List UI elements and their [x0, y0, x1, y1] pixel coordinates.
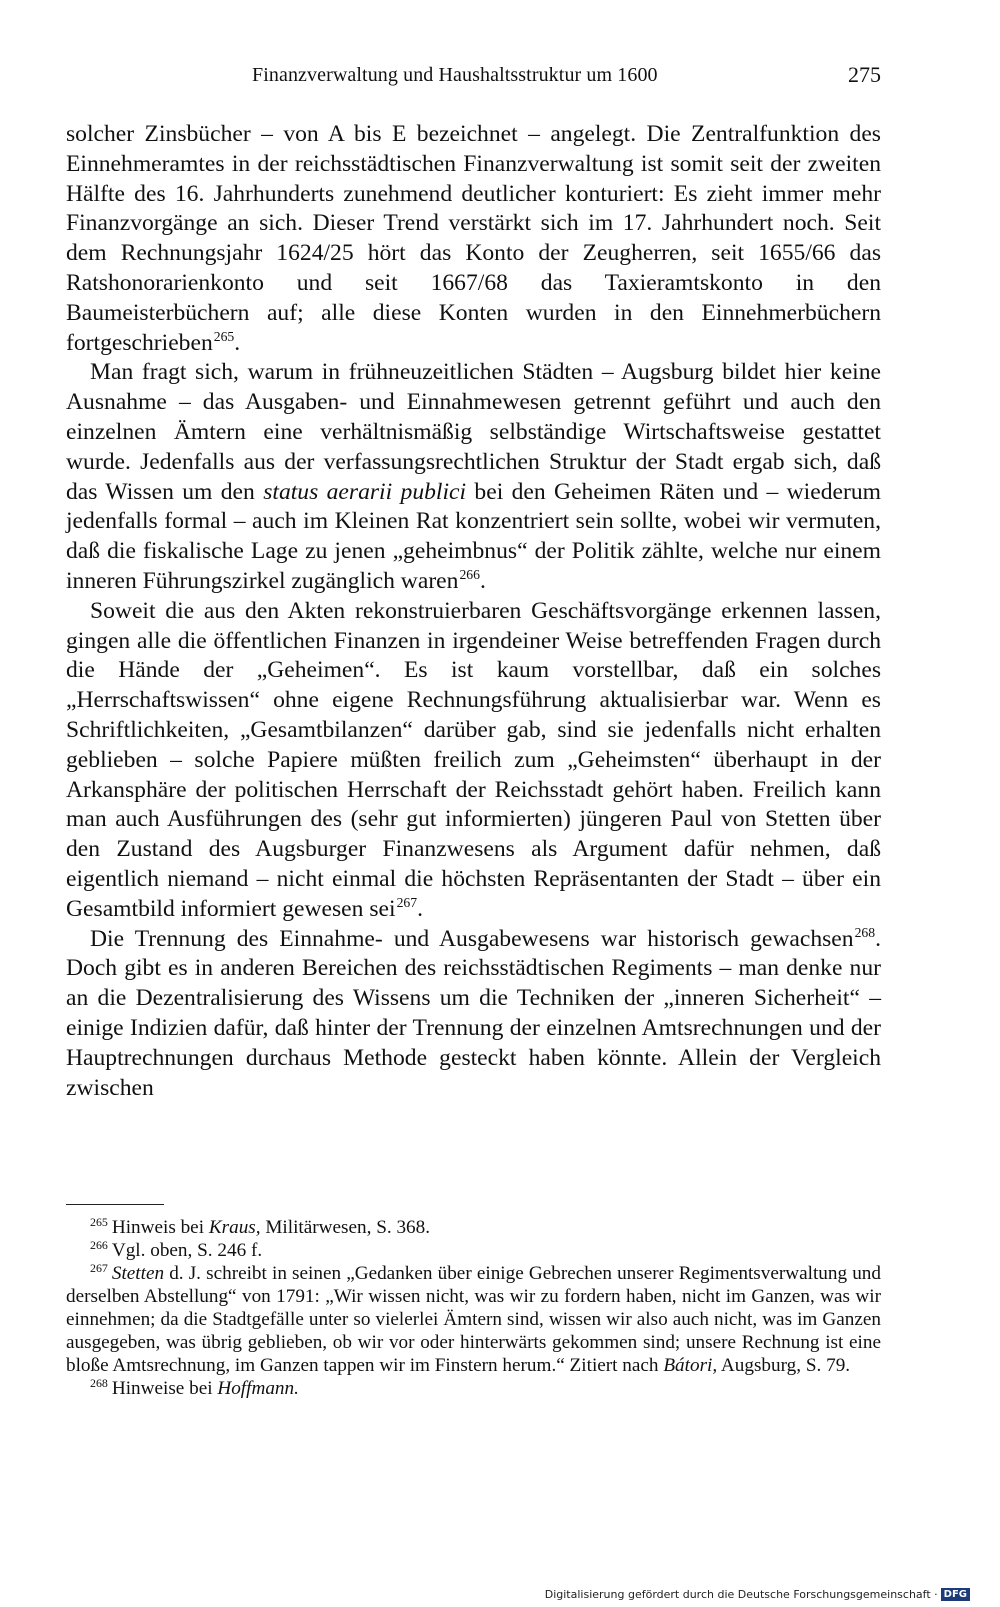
- italic-term: status aerarii publici: [263, 478, 467, 505]
- dfg-logo: DFG: [941, 1588, 970, 1601]
- footnote-266: [66, 1239, 881, 1262]
- paragraph-2: [66, 358, 881, 596]
- footnote-265: [66, 1216, 881, 1239]
- paragraph-text: Soweit die aus den Akten rekonstruierbaren Geschäftsvorgänge erkennen lassen, gingen alle die öffentlichen Finanzen in irgendeiner Weise betreffenden Fragen durch die Hände der „Geheimen“. Es ist kaum vorstellbar, daß ein solches „Herrschaftswissen“ ohne eigene Rechnungsführung aktualisierbar war. Wenn es Schriftlichkeiten, „Gesamtbilanzen“ darüber gab, sind sie jedenfalls nicht erhalten geblieben – solche Papiere müßten freilich zum „Geheimsten“ überhaupt in der Arkansphäre der politischen Herrschaft der Reichsstadt gehört haben. Freilich kann man auch Ausführungen des (sehr gut informierten) jüngeren Paul von Stetten über den Zustand des Augsburger Finanzwesens als Argument dafür nehmen, daß eigentlich niemand – nicht einmal die höchsten Repräsentanten der Stadt – über ein Gesamtbild informiert gewesen sei: [66, 597, 881, 922]
- footnote-268: [66, 1377, 881, 1400]
- footnote-number: 265: [90, 1215, 108, 1230]
- running-title: Finanzverwaltung und Haushaltsstruktur um 1600: [252, 64, 658, 86]
- footnote-ref-266[interactable]: 266: [459, 567, 480, 583]
- footnote-number: 267: [90, 1261, 108, 1276]
- paragraph-text: bei den Geheimen Räten und – wiederum jedenfalls formal – auch im Kleinen Rat konzentriert sein sollte, wobei wir vermuten, daß die fiskalische Lage zu jenen „geheimbnus“ der Politik zählte, welche nur einem inneren Führungszirkel zugänglich waren: [66, 478, 881, 594]
- footnote-number: 266: [90, 1238, 108, 1253]
- footnotes: [66, 1216, 881, 1400]
- footnote-author: Hoffmann.: [217, 1378, 299, 1399]
- footnote-text: Hinweis bei: [111, 1217, 209, 1238]
- footnote-text: Augsburg, S. 79.: [717, 1355, 851, 1376]
- digitization-credit: [545, 1588, 970, 1601]
- footnote-text: Vgl. oben, S. 246 f.: [111, 1240, 263, 1261]
- paragraph-text: .: [234, 329, 241, 356]
- paragraph-text: solcher Zinsbücher – von A bis E bezeichnet – angelegt. Die Zentralfunktion des Einnehmeramtes in der reichsstädtischen Finanzverwaltung ist somit seit der zweiten Hälfte des 16. Jahrhunderts zunehmend deutlicher konturiert: Es zieht immer mehr Finanzvorgänge an sich. Dieser Trend verstärkt sich im 17. Jahrhundert noch. Seit dem Rechnungsjahr 1624/25 hört das Konto der Zeugherren, seit 1655/66 das Ratshonorarienkonto und seit 1667/68 das Taxieramtskonto in den Baumeisterbüchern auf; alle diese Konten wurden in den Einnehmerbüchern fortgeschrieben: [66, 121, 881, 356]
- footnote-author: Kraus,: [208, 1217, 261, 1238]
- paragraph-text: Die Trennung des Einnahme- und Ausgabewesens war historisch gewachsen: [90, 925, 854, 952]
- paragraph-3: [66, 597, 881, 925]
- paragraph-text: Man fragt sich, warum in frühneuzeitlichen Städten – Augsburg bildet hier keine Ausnahme – das Ausgaben- und Einnahmewesen getrennt geführt und auch den einzelnen Ämtern eine verhältnismäßig selbständige Wirtschaftsweise gestattet wurde. Jedenfalls aus der verfassungsrechtlichen Struktur der Stadt ergab sich, daß das Wissen um den: [66, 359, 881, 505]
- page-number: 275: [848, 62, 881, 87]
- footnote-ref-268[interactable]: 268: [854, 924, 876, 940]
- body-text: [66, 120, 881, 1103]
- paragraph-4: [66, 925, 881, 1104]
- paragraph-text: .: [479, 567, 486, 594]
- footnote-267: [66, 1262, 881, 1377]
- footnote-ref-265[interactable]: 265: [213, 328, 235, 344]
- footnote-text: Hinweise bei: [111, 1378, 218, 1399]
- paragraph-text: .: [417, 895, 423, 922]
- footnote-text: d. J. schreibt in seinen „Gedanken über einige Gebrechen unserer Regimentsverwaltung und derselben Abstellung“ von 1791: „Wir wissen nicht, was wir zu fordern haben, nicht im Ganzen, was wir einnehmen; da die Stadtgefälle unter so vielerlei Ämtern sind, wissen wir also auch nicht, was im Ganzen ausgegeben, was übrig geblieben, ob wir vor oder hinterwärts gekommen sind; unsere Rechnung ist eine bloße Amtsrechnung, im Ganzen tappen wir im Finstern herum.“ Zitiert nach: [66, 1263, 881, 1376]
- footnote-text: Militärwesen, S. 368.: [260, 1217, 431, 1238]
- book-page: [66, 58, 881, 1558]
- footnote-number: 268: [90, 1376, 108, 1391]
- footnote-author: Stetten: [111, 1263, 165, 1284]
- running-head: [66, 58, 881, 98]
- paragraph-text: . Doch gibt es in anderen Bereichen des reichsstädtischen Regiments – man denke nur an die Dezentralisierung des Wissens um die Techniken der „inneren Sicherheit“ – einige Indizien dafür, daß hinter der Trennung der einzelnen Amtsrechnungen und der Hauptrechnungen durchaus Methode gesteckt haben könnte. Allein der Vergleich zwischen: [66, 925, 881, 1101]
- credit-text: Digitalisierung gefördert durch die Deutsche Forschungsgemeinschaft ·: [544, 1588, 938, 1601]
- footnote-author: Bátori,: [663, 1355, 718, 1376]
- footnote-divider: [66, 1204, 164, 1205]
- footnote-ref-267[interactable]: 267: [396, 894, 418, 910]
- paragraph-1: [66, 120, 881, 358]
